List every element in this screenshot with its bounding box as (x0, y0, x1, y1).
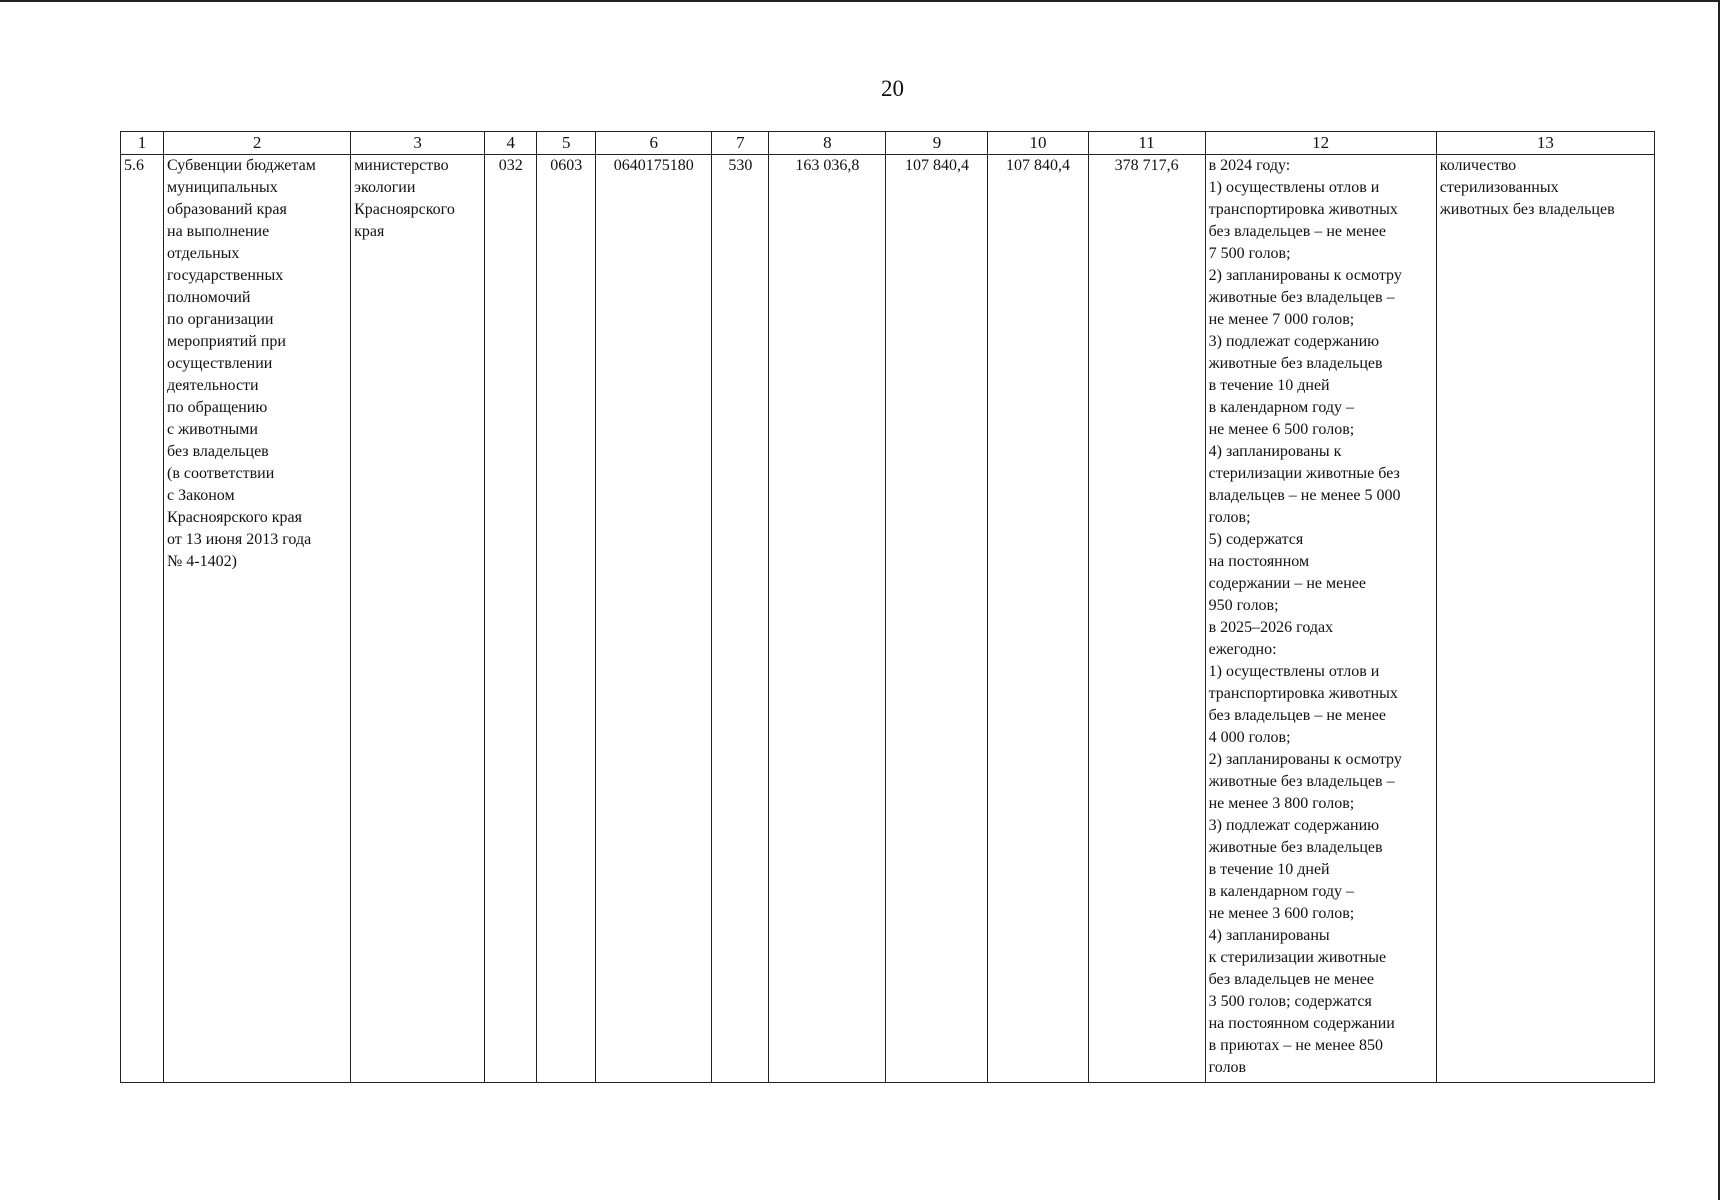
text-line: 2) запланированы к осмотру (1208, 751, 1402, 768)
text-line: в календарном году – (1208, 399, 1355, 416)
text-line: 4) запланированы (1208, 927, 1330, 944)
text-line: 4) запланированы к (1208, 443, 1342, 460)
item-number-cell: 5.6 (121, 155, 164, 1083)
text-line: Красноярского (354, 201, 455, 218)
text-line: голов (1208, 1059, 1247, 1076)
header-cell: 1 (121, 132, 164, 155)
text-line: на постоянном содержании (1208, 1015, 1395, 1032)
text-line: с Законом (167, 487, 235, 504)
text-line: ежегодно: (1208, 641, 1277, 658)
text-line: 950 голов; (1208, 597, 1279, 614)
text-line: 3) подлежат содержанию (1208, 817, 1380, 834)
text-line: животные без владельцев (1208, 355, 1383, 372)
amount-9-cell: 107 840,4 (886, 155, 988, 1083)
text-line: 3 500 голов; содержатся (1208, 993, 1372, 1010)
text-line: по обращению (167, 399, 268, 416)
text-line: животные без владельцев (1208, 839, 1383, 856)
text-line: государственных (167, 267, 284, 284)
scan-border-top (0, 0, 1720, 2)
text-line: образований края (167, 201, 287, 218)
budget-table (120, 131, 1655, 1083)
code-7-cell: 530 (712, 155, 769, 1083)
header-cell: 11 (1088, 132, 1205, 155)
text-line: с животными (167, 421, 258, 438)
header-cell: 3 (351, 132, 485, 155)
text-line: в 2024 году: (1208, 157, 1291, 174)
text-line: в 2025–2026 годах (1208, 619, 1334, 636)
code-5-cell: 0603 (537, 155, 596, 1083)
header-cell: 10 (988, 132, 1088, 155)
text-line: муниципальных (167, 179, 278, 196)
text-line: стерилизованных (1439, 179, 1559, 196)
text-line: Субвенции бюджетам (167, 157, 316, 174)
text-line: не менее 6 500 голов; (1208, 421, 1355, 438)
ministry-cell (351, 155, 485, 1083)
header-cell: 4 (485, 132, 537, 155)
header-cell: 7 (712, 132, 769, 155)
text-line: транспортировка животных (1208, 201, 1398, 218)
text-line: 7 500 голов; (1208, 245, 1291, 262)
text-line: экологии (354, 179, 416, 196)
table-row (121, 155, 1655, 1083)
text-line: № 4-1402) (167, 553, 237, 570)
text-line: не менее 7 000 голов; (1208, 311, 1355, 328)
text-line: животные без владельцев – (1208, 773, 1395, 790)
header-cell: 12 (1205, 132, 1436, 155)
text-line: транспортировка животных (1208, 685, 1398, 702)
text-line: 1) осуществлены отлов и (1208, 663, 1380, 680)
text-line: в течение 10 дней (1208, 377, 1330, 394)
description-cell (164, 155, 351, 1083)
text-line: к стерилизации животные (1208, 949, 1387, 966)
text-line: без владельцев (167, 443, 269, 460)
text-line: отдельных (167, 245, 240, 262)
text-line: мероприятий при (167, 333, 286, 350)
text-line: деятельности (167, 377, 259, 394)
text-line: 3) подлежат содержанию (1208, 333, 1380, 350)
text-line: от 13 июня 2013 года (167, 531, 312, 548)
text-line: на выполнение (167, 223, 270, 240)
text-line: без владельцев не менее (1208, 971, 1374, 988)
text-line: голов; (1208, 509, 1251, 526)
text-line: 4 000 голов; (1208, 729, 1291, 746)
text-line: полномочий (167, 289, 251, 306)
results-cell (1205, 155, 1436, 1083)
header-cell: 2 (164, 132, 351, 155)
header-cell: 13 (1436, 132, 1654, 155)
text-line: в течение 10 дней (1208, 861, 1330, 878)
text-line: животных без владельцев (1439, 201, 1615, 218)
text-line: без владельцев – не менее (1208, 223, 1386, 240)
header-cell: 9 (886, 132, 988, 155)
header-cell: 8 (769, 132, 886, 155)
text-line: в приютах – не менее 850 (1208, 1037, 1383, 1054)
text-line: осуществлении (167, 355, 273, 372)
amount-11-cell: 378 717,6 (1088, 155, 1205, 1083)
code-6-cell: 0640175180 (596, 155, 712, 1083)
code-4-cell: 032 (485, 155, 537, 1083)
text-line: количество (1439, 157, 1517, 174)
indicator-cell (1436, 155, 1654, 1083)
text-line: владельцев – не менее 5 000 (1208, 487, 1401, 504)
header-cell: 5 (537, 132, 596, 155)
header-cell: 6 (596, 132, 712, 155)
text-line: края (354, 223, 385, 240)
text-line: по организации (167, 311, 274, 328)
text-line: в календарном году – (1208, 883, 1355, 900)
header-row (121, 132, 1655, 155)
amount-10-cell: 107 840,4 (988, 155, 1088, 1083)
text-line: животные без владельцев – (1208, 289, 1395, 306)
page-number: 20 (881, 76, 904, 101)
text-line: Красноярского края (167, 509, 302, 526)
text-line: 2) запланированы к осмотру (1208, 267, 1402, 284)
text-line: без владельцев – не менее (1208, 707, 1386, 724)
text-line: стерилизации животные без (1208, 465, 1400, 482)
text-line: 1) осуществлены отлов и (1208, 179, 1380, 196)
text-line: (в соответствии (167, 465, 275, 482)
amount-8-cell: 163 036,8 (769, 155, 886, 1083)
text-line: содержании – не менее (1208, 575, 1366, 592)
text-line: на постоянном (1208, 553, 1310, 570)
text-line: 5) содержатся (1208, 531, 1304, 548)
text-line: министерство (354, 157, 449, 174)
text-line: не менее 3 800 голов; (1208, 795, 1355, 812)
text-line: не менее 3 600 голов; (1208, 905, 1355, 922)
